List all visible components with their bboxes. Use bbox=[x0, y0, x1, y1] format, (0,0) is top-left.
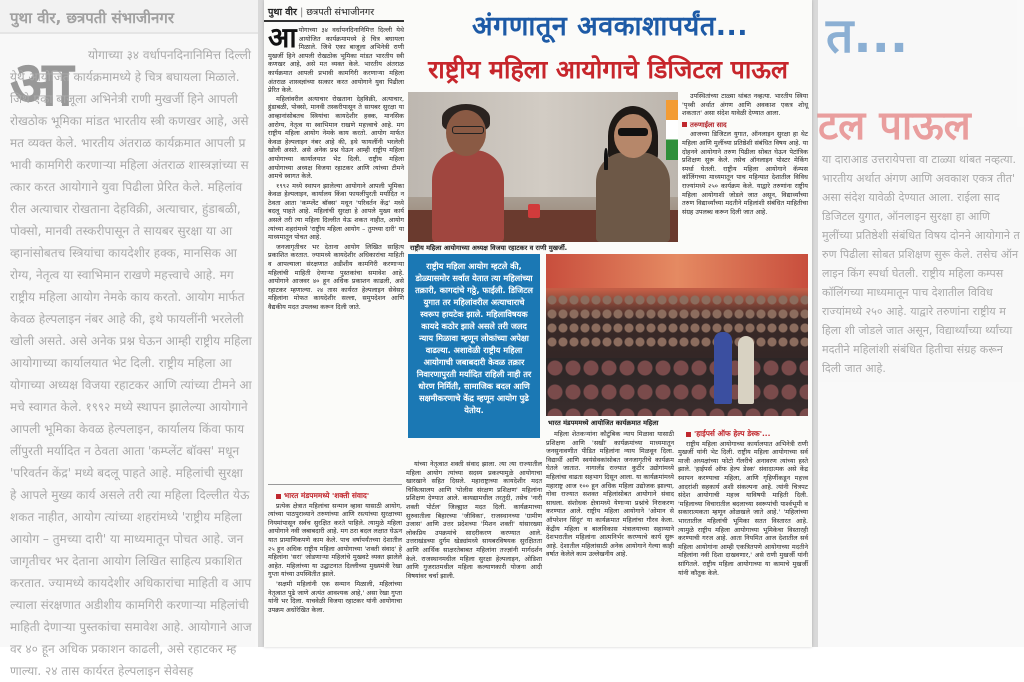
headline-line-2: राष्ट्रीय महिला आयोगाचे डिजिटल पाऊल bbox=[428, 55, 788, 84]
standing-person bbox=[714, 332, 732, 404]
masthead-paper: पुथा वीर bbox=[268, 7, 297, 18]
dropcap: आ bbox=[268, 21, 297, 54]
article-paragraph: उपस्थितांच्या टाळ्या थांबत नव्हत्या. भारतीय स्त्रिया 'पृथ्वी अर्थात अंगण आणि अवकाश एकत्र शोधू शकतात' असा संदेश यावेळी देण्यात आला. bbox=[682, 92, 808, 118]
subheading-youth bbox=[682, 121, 808, 130]
bullet-icon bbox=[682, 122, 687, 127]
background-left-text: योगाच्या ३४ वर्धापनदिनानिमित्त दिल्ली येथे आयोजित कार्यक्रमामध्ये हे चित्र बघायला मिळाले. जिथे एका बाजूला अभिनेत्री राणी मुखर्जी हिने आपली रोखठोक भूमिका मांडत भारतीय स्त्री कणखर आहे, असे मत व्यक्त केले. भारतीय अंतराळ कार्यक्रमात आपली प्रभावी कामगिरी करणाऱ्या महिला अंतराळ शास्त्रज्ञांच्या सत्कार करत आयोगाने युवा पिढीला प्रेरित केले. महिलांवरील अत्याचार रोखताना देहविक्री, अत्याचार, हुंडाबळी, पोक्सो, मानवी तस्करीपासून ते सायबर सुरक्षा या आव्हानांसोबतच स्त्रियांचा कायदेशीर हक्क, मानसिक आरोग्य, नेतृत्व या स्वाभिमान राखणे महत्त्वाचे आहे. मग राष्ट्रीय महिला आयोग नेमके काय करतो. आयोग मार्फत केवळ हेल्पलाइन नंबर आहे की, इथे फायलींनी भरलेली खोली असते. असे अनेक प्रश्न घेऊन आम्ही राष्ट्रीय महिला आयोगाच्या कार्यालयात भेट दिली. राष्ट्रीय महिला आयोगाच्या अध्यक्ष विजया रहाटकर आणि त्यांच्या टीमने आमचे स्वागत केले. १९९२ मध्ये स्थापन झालेल्या आयोगाने आपली भूमिका केवळ हेल्पलाइन, कार्यालय किंवा फायलींपुरती मर्यादित न ठेवता आता 'कम्प्लेंट बॉक्स' मधून 'परिवर्तन केंद्र' मध्ये बदलू पाहते आहे. महिलांची सुरक्षा हे आपले मुख्य कार्य असले तरी त्या महिला दिल्लीत येऊ शकत नाहीत, आयोग त्यांच्या शहरांमध्ये 'राष्ट्रीय महिला आयोग – तुमच्या दारी' या माध्यमातून पोचत आहे. जनजागृतीचर भर देताना आयोग लिखित साहित्य प्रकाशित करतात. ज्यामध्ये कायदेशीर अधिकारांचा माहिती व आपल्याला संरक्षणात अडीशीय कामगिरी करणाऱ्या महिलांची माहिती देणाऱ्या पुस्तकांचा समावेश आहे. आयोगाने आजवर ४० हून अधिक प्रकाशन काढली, असे रहाटकर म्हणाल्या. २४ तास कार्यरत हेल्पलाइन सेवेसह bbox=[10, 48, 252, 678]
article-paragraph: महिलांवरील अत्याचार रोखताना देहविक्री, अत्याचार, हुंडाबळी, पोक्सो, मानवी तस्करीपासून ते सायबर सुरक्षा या आव्हानांसोबतच स्त्रियांचा कायदेशीर हक्क, मानसिक आरोग्य, नेतृत्व या स्वाभिमान राखणे महत्त्वाचे आहे. मग राष्ट्रीय महिला आयोग नेमके काय करतो. आयोग मार्फत केवळ हेल्पलाइन नंबर आहे की, इथे फायलींनी भरलेली खोली असते. असे अनेक प्रश्न घेऊन आम्ही राष्ट्रीय महिला आयोगाच्या कार्यालयात भेट दिली. राष्ट्रीय महिला आयोगाच्या अध्यक्ष विजया रहाटकर आणि त्यांच्या टीमने आमचे स्वागत केले. bbox=[268, 94, 404, 181]
intro-text: योगाच्या ३४ वर्धापनदिनानिमित्त दिल्ली येथे आयोजित कार्यक्रमामध्ये हे चित्र बघायला मिळाले. जिथे एका बाजूला अभिनेत्री राणी मुखर्जी हिने आपली रोखठोक भूमिका मांडत भारतीय स्त्री कणखर आहे, असे मत व्यक्त केले. भारतीय अंतराळ कार्यक्रमात आपली प्रभावी कामगिरी करणाऱ्या महिला अंतराळ शास्त्रज्ञांच्या सत्कार करत आयोगाने युवा पिढीला प्रेरित केले. bbox=[268, 26, 404, 95]
masthead-separator: | bbox=[299, 7, 304, 18]
pull-quote: राष्ट्रीय महिला आयोग म्हटले की, डोळ्यासमोर सर्वात येतात त्या महिलांच्या तक्रारी, कागदांचे गठ्ठे, फाईली. डिजिटल युगात तर महिलांवरील अत्याचाराचे स्वरूप हायटेक झाले. महिलाविषयक कायदे कठोर झाले असले तरी जलद न्याय मिळावा म्हणून लोकांच्या अपेक्षा वाढल्या. अशावेळी राष्ट्रीय महिला आयोगाची जबाबदारी केवळ तक्रार निवारणापुरती मर्यादित राहिली नाही तर धोरण निर्मिती, सामाजिक बदल आणि सक्षमीकरणाचे केंद्र म्हणून आयोग पुढे येतोय. bbox=[408, 254, 540, 438]
mug-icon bbox=[528, 204, 540, 218]
article-column-bottom-4 bbox=[678, 430, 808, 644]
photo-stage-backdrop bbox=[546, 254, 808, 288]
masthead-location: छत्रपती संभाजीनगर bbox=[306, 7, 375, 18]
flag-icon bbox=[666, 100, 678, 160]
subheading-text: तरुणाईला साद bbox=[690, 120, 727, 129]
background-title-red: टल पाऊल bbox=[818, 103, 971, 149]
background-right-column bbox=[818, 0, 1024, 647]
photo-caption-2: भारत मंडपममध्ये आयोजित कार्यक्रमात महिला bbox=[548, 419, 659, 427]
article-paragraph: १९९२ मध्ये स्थापन झालेल्या आयोगाने आपली भूमिका केवळ हेल्पलाइन, कार्यालय किंवा फायलींपुरती मर्यादित न ठेवता आता 'कम्प्लेंट बॉक्स' मधून 'परिवर्तन केंद्र' मध्ये बदलू पाहते आहे. महिलांची सुरक्षा हे आपले मुख्य कार्य असले तरी त्या महिला दिल्लीत येऊ शकत नाहीत, आयोग त्यांच्या शहरांमध्ये 'राष्ट्रीय महिला आयोग – तुमच्या दारी' या माध्यमातून पोचत आहे. bbox=[268, 181, 404, 242]
masthead bbox=[264, 0, 404, 22]
headline-line-1: अंगणातून अवकाशापर्यंत... bbox=[472, 11, 748, 42]
article-paragraph: आजच्या डिजिटल युगात, ऑनलाइन सुरक्षा हा थेट महिला आणि मुलींच्या प्रतिष्ठेशी संबंधित विषय आहे. या दोहनने आयोगाने तरुण पिढीला सोबत घेऊन पेटांत्रिक प्रशिक्षण सुरू केले. तसेच ऑनलाइन पोस्टर मेकिंग स्पर्धा घेतली. राष्ट्रीय महिला आयोगाने कॅम्पस कॉलिंगच्या माध्यमातून पाच महिन्यात देशातील विविध राज्यांमध्ये २५० कार्यक्रम केले. याद्वारे तरुणांना राष्ट्रीय महिला आयोगाशी जोडले जात असून, विद्यार्थ्यांच्या तरुण विद्यार्थ्यांच्या मदतीने महिलांशी संबंधित माहितीचा संग्रह उपलब्ध करून दिली जात आहे. bbox=[682, 130, 808, 216]
audience-row bbox=[546, 336, 808, 350]
glasses-icon bbox=[452, 126, 484, 134]
background-title-blue: त... bbox=[826, 8, 909, 64]
person-left-body bbox=[432, 150, 504, 242]
article-paragraph: प्रत्येक क्षेत्रात महिलांचा सन्मान व्हावा यासाठी आयोग, त्यांच्या पाठपुराव्याने तरुणांच्या आणि रस्त्यांच्या सुरक्षाच्या नियमांपासून सर्वच सुरक्षित करते पाहिले. त्यामुळे महिला आयोगाने नवी जबाबदारी आहे. मग ठरा बदल लक्षात घेऊन यात प्रामाणिकपणे काम केले. पाच वर्षापर्यंतच्या देशातील २५ हून अधिक राष्ट्रीय महिला आयोगाच्या 'शक्ती संवाद' हे महिलांना 'सरा' जोडणाऱ्या महिलांचे मुखवटे व्यक्त झालेले आहेत. महिलांच्या या उद्घाटनात दिल्लीच्या मुख्यमंत्री रेखा गुप्ता यांच्या उपस्थितीत झाले. bbox=[268, 501, 402, 579]
photo-bharat-mandapam-audience bbox=[546, 254, 808, 416]
article-paragraph: महिला शेतकऱ्यांना कौटुंबिक न्याय मिळावा यासाठी प्रशिक्षण आणि 'सखी' कार्यक्रमांच्या माध्यमातून जनसुनावणीत पीडित महिलांना न्याय मिळवून दिला. विद्यार्थी आणि स्वयंसेवकांसोबत जनजागृतीचे कार्यक्रम घेतले जातात. नागालँड राज्यात कुटीर उद्योगांमध्ये महिलांचा वाढता सहभाग दिसून आला. या कार्यक्रमांमध्ये महाराष्ट्र आज १०० हून अधिक महिला उद्योजक झाल्या, गोवा राज्यात सशक्त महिलांसोबत आयोगाने संवाद साधला. संशोधक क्षेत्रामध्ये येणाऱ्या प्रश्नांचे निराकरण करण्यात आले. राष्ट्रीय महिला आयोगाने 'ओमान से ऑपरेशन सिंदूर' या कार्यक्रमात महिलांचा गौरव केला. केंद्रीय महिला व बालविकास मंत्रालयाच्या सहाय्याने देशभरातील महिलांना आत्मनिर्भर करण्याचे कार्य सुरू आहे. देशातील महिलांसाठी अनेक आयोगाने गेल्या काही वर्षात केलेले काम उल्लेखनीय आहे. bbox=[546, 430, 674, 559]
background-left-column bbox=[0, 0, 258, 678]
article-column-right bbox=[682, 92, 808, 252]
photo-caption-1: राष्ट्रीय महिला आयोगाच्या अध्यक्ष विजया रहाटकर व राणी मुखर्जी. bbox=[410, 244, 568, 252]
section-title-shakti bbox=[268, 492, 402, 501]
section-title-text: 'हाईपर्स ऑफ हेल्प डेस्क'... bbox=[694, 429, 771, 438]
article-column-1 bbox=[268, 21, 404, 458]
bullet-icon bbox=[276, 494, 281, 499]
article-paragraph: यांच्या नेतृत्वात शक्ती संवाद झाला. त्या त्या राज्यातील महिला आयोग त्यांच्या सदस्य प्रकल्पामुळे आयोगाचा खारखाने सहित दिसले. महाराष्ट्राच्या कायदेशीर मदत चिकित्सालय आणि 'पोलीस संरक्षण प्रशिक्षण' महिलांना प्रशिक्षण देण्यात आले. कायद्यामधील तरतुदी, तसेच 'नारी शक्ती पोर्टल' जिल्ह्यात मदत दिली. कार्यक्रमाच्या सुरुवातीला बिहारच्या 'जीविका', राजस्थानच्या 'ग्रामीण उजास' आणि उत्तर प्रदेशच्या 'मिशन शक्ती' यांसारख्या लोकप्रिय उपक्रमांचे सादरीकरण करण्यात आले. उत्तराखंडच्या दुर्गम खेड्यांमध्ये सायबरविषयक सुरक्षितता आणि आर्थिक साक्षरतेबाबत महिलांना तज्ज्ञांनी मार्गदर्शन केले. राजस्थानमधील महिला सुरक्षा हेल्पलाइन, ओडिशा आणि गुजरातमधील महिला कल्याणकारी योजना आदी विषयांवर चर्चा झाली. bbox=[406, 460, 542, 580]
person-right-head bbox=[614, 114, 652, 158]
photo-rahatkar-mukherji bbox=[408, 92, 678, 242]
section-rule bbox=[268, 484, 402, 485]
audience-row bbox=[546, 294, 808, 308]
article-column-bottom-3 bbox=[546, 430, 674, 644]
audience-front bbox=[546, 358, 808, 416]
bullet-icon bbox=[686, 432, 691, 437]
standing-person bbox=[738, 336, 754, 404]
background-right-text: या दाराआड उत्तरायेपत्ता वा टाळ्या थांबत नव्हत्या. भारतीय अर्थात अंगण आणि अवकाश एकत्र तीत' असा संदेश यावेळी देण्यात आला. राईला साद डिजिटल युगात, ऑनलाइन सुरक्षा हा आणि मुलींच्या प्रतिष्ठेशी संबंधित विषय दोनने आयोगाने तरुण पिढीला सोबत प्रशिक्षण सुरू केले. तसेच ऑनलाइन किंग स्पर्धा घेतली. राष्ट्रीय महिला कम्पस कॉलिंगच्या माध्यमातून पाच देशातील विविध राज्यांमध्ये २५० आहे. याद्वारे तरुणांना राष्ट्रीय महिला शी जोडले जात असून, विद्यार्थ्यांच्या र्थ्यांच्या मदतीने महिलांशी संबंधित हितीचा संग्रह करून दिली जात आहे. bbox=[822, 153, 1020, 375]
audience-row bbox=[546, 322, 808, 336]
article-paragraph: राष्ट्रीय महिला आयोगाच्या कार्यालयात अभिनेत्री राणी मुखर्जी यांनी भेट दिली. राष्ट्रीय महिला आयोगाच्या सर्व माजी अध्यक्षांच्या फोटो गॅलरीचे अनावरण त्यांच्या हस्ते झाले. 'हाईपर्स ऑफ हेल्प डेस्क' संवादात्मक असे केंद्र स्थापन करण्याचा महिला, आणि गृहिणींकडून महत्त्व आदरांशी सहकार्य अशी संकल्पना आहे. त्यांनी चित्रपट संदेश आयोगाची महत्त्व याविषयी माहिती दिली. 'महिलाच्या विचारातील बदलाच्या स्वरूपांची पार्श्वभूमी व सकारात्मकता म्हणून ओळखले जाते आहे.' 'महिलांच्या भारतातील महिलांची भूमिका सतत विस्तारत आहे. त्यामुळे राष्ट्रीय महिला आयोगाच्या भूमिकेचा विस्तारही करण्याची गरज आहे. आता नियमित आज देशातील सर्व महिला आयोगांना आम्ही एकत्रितपणे आयोगाच्या मदतीने महिलांना नवी दिशा दाखवणार,' असे राणी मुखर्जी यांनी सांगितले. राष्ट्रीय महिला आयोगाच्या या कामाचे मुखर्जी यांनी कौतुक केले. bbox=[678, 439, 808, 577]
background-dropcap: आ bbox=[10, 47, 74, 120]
background-masthead: पुथा वीर, छत्रपती संभाजीनगर bbox=[0, 0, 258, 34]
article-paragraph: 'सक्षमी महिलांनी एक सन्मान मिळाली, महिलांच्या नेतृत्वात पुढे जाणे अत्यंत आवश्यक आहे,' असा रेखा गुप्ता यांनी भर दिला. याचवेळी विजया रहाटकर यांनी आयोगाचा उपक्रम अधोरेखित केला. bbox=[268, 579, 402, 614]
sunglasses-icon bbox=[618, 128, 648, 136]
microphone-icon bbox=[604, 148, 608, 170]
divider bbox=[812, 0, 818, 647]
article-paragraph: जनजागृतीचर भर देताना आयोग लिखित साहित्य प्रकाशित करतात. ज्यामध्ये कायदेशीर अधिकारांचा माहिती व आपल्याला संरक्षणात अडीशीय कामगिरी करणाऱ्या महिलांची माहिती देणाऱ्या पुस्तकांचा समावेश आहे. आयोगाने आजवर ४० हून अधिक प्रकाशन काढली, असे रहाटकर म्हणाल्या. २४ तास कार्यरत हेल्पलाइन सेवेसह महिलांना मोफत कायदेशीर सल्ला, समुपदेशन आणि वैद्यकीय मदत उपलब्ध करून दिली जाते. bbox=[268, 242, 404, 311]
audience-row bbox=[546, 308, 808, 322]
article-column-bottom-2 bbox=[406, 460, 542, 644]
newspaper-clipping bbox=[264, 0, 812, 647]
article-column-bottom-1 bbox=[268, 492, 402, 644]
section-title-text: भारत मंडपममध्ये 'शक्ती संवाद' bbox=[284, 491, 370, 500]
section-title-help-desk bbox=[678, 430, 808, 439]
